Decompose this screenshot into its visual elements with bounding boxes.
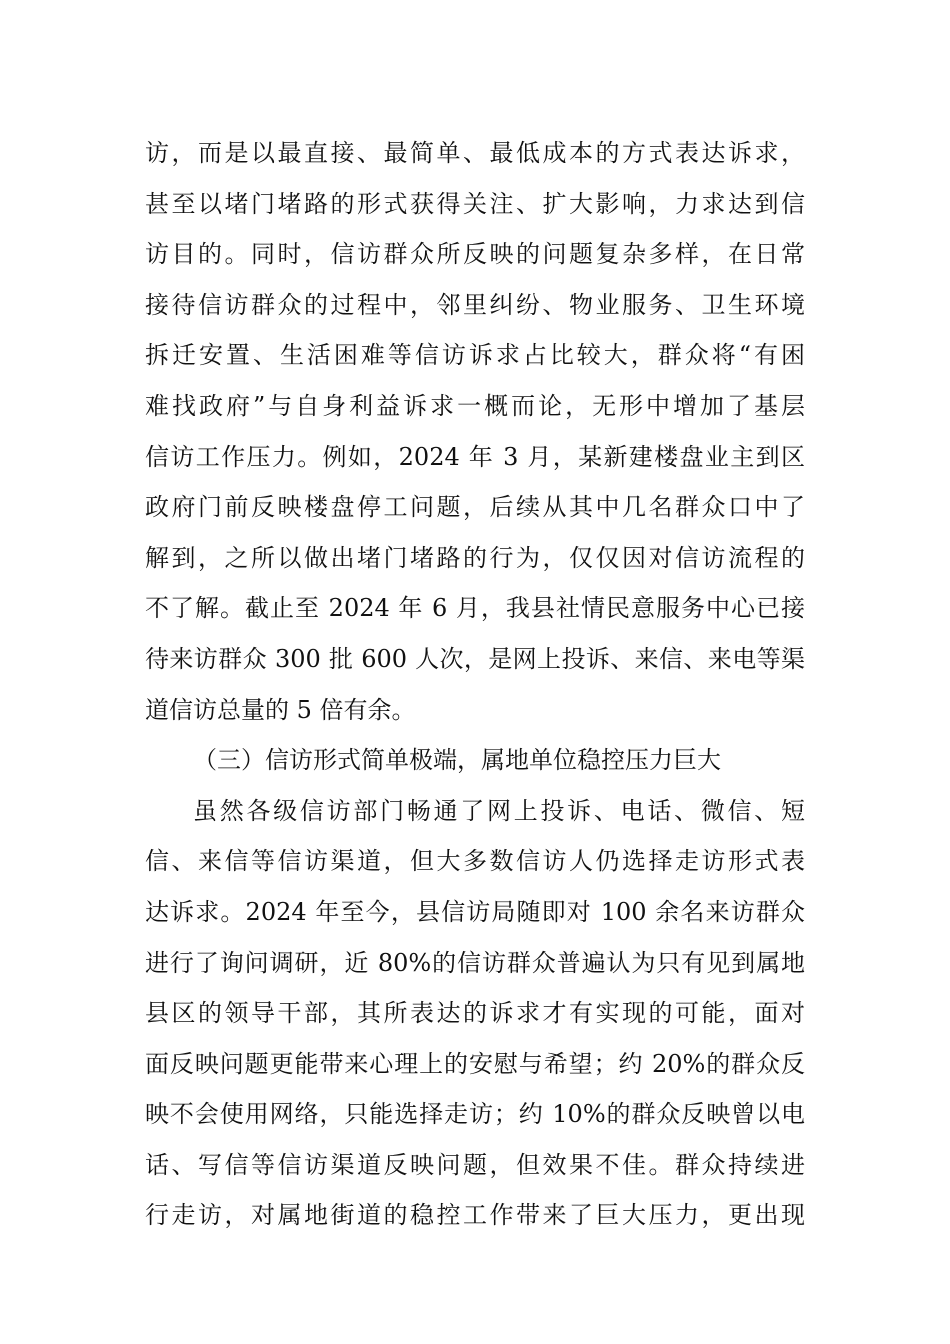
text-line: 难找政府”与自身利益诉求一概而论，无形中增加了基层	[145, 391, 805, 420]
section-heading: （三）信访形式简单极端，属地单位稳控压力巨大	[193, 746, 721, 775]
text-line: 政府门前反映楼盘停工问题，后续从其中几名群众口中了	[145, 493, 805, 522]
text-line: 虽然各级信访部门畅通了网上投诉、电话、微信、短	[193, 796, 805, 825]
text-line: 映不会使用网络，只能选择走访；约 10%的群众反映曾以电	[145, 1100, 805, 1129]
text-line: 访目的。同时，信访群众所反映的问题复杂多样，在日常	[145, 240, 805, 269]
text-line: 拆迁安置、生活困难等信访诉求占比较大，群众将“有困	[145, 341, 805, 370]
text-line: 待来访群众 300 批 600 人次，是网上投诉、来信、来电等渠	[145, 644, 805, 673]
body-text	[145, 128, 805, 1241]
text-line: 进行了询问调研，近 80%的信访群众普遍认为只有见到属地	[145, 948, 805, 977]
text-line: 不了解。截止至 2024 年 6 月，我县社情民意服务中心已接	[145, 594, 805, 623]
text-line: 县区的领导干部，其所表达的诉求才有实现的可能，面对	[145, 999, 805, 1028]
text-line: 甚至以堵门堵路的形式获得关注、扩大影响，力求达到信	[145, 189, 805, 218]
text-line: 行走访，对属地街道的稳控工作带来了巨大压力，更出现	[145, 1201, 805, 1230]
text-line: 面反映问题更能带来心理上的安慰与希望；约 20%的群众反	[145, 1049, 805, 1078]
text-line: 信访工作压力。例如，2024 年 3 月，某新建楼盘业主到区	[145, 442, 805, 471]
text-line: 接待信访群众的过程中，邻里纠纷、物业服务、卫生环境	[145, 290, 805, 319]
text-line: 解到，之所以做出堵门堵路的行为，仅仅因对信访流程的	[145, 543, 805, 572]
text-line: 话、写信等信访渠道反映问题，但效果不佳。群众持续进	[145, 1150, 805, 1179]
text-line: 信、来信等信访渠道，但大多数信访人仍选择走访形式表	[145, 847, 805, 876]
text-line: 访，而是以最直接、最简单、最低成本的方式表达诉求，	[145, 139, 805, 167]
text-line: 达诉求。2024 年至今，县信访局随即对 100 余名来访群众	[145, 897, 805, 926]
text-line: 道信访总量的 5 倍有余。	[145, 695, 416, 724]
